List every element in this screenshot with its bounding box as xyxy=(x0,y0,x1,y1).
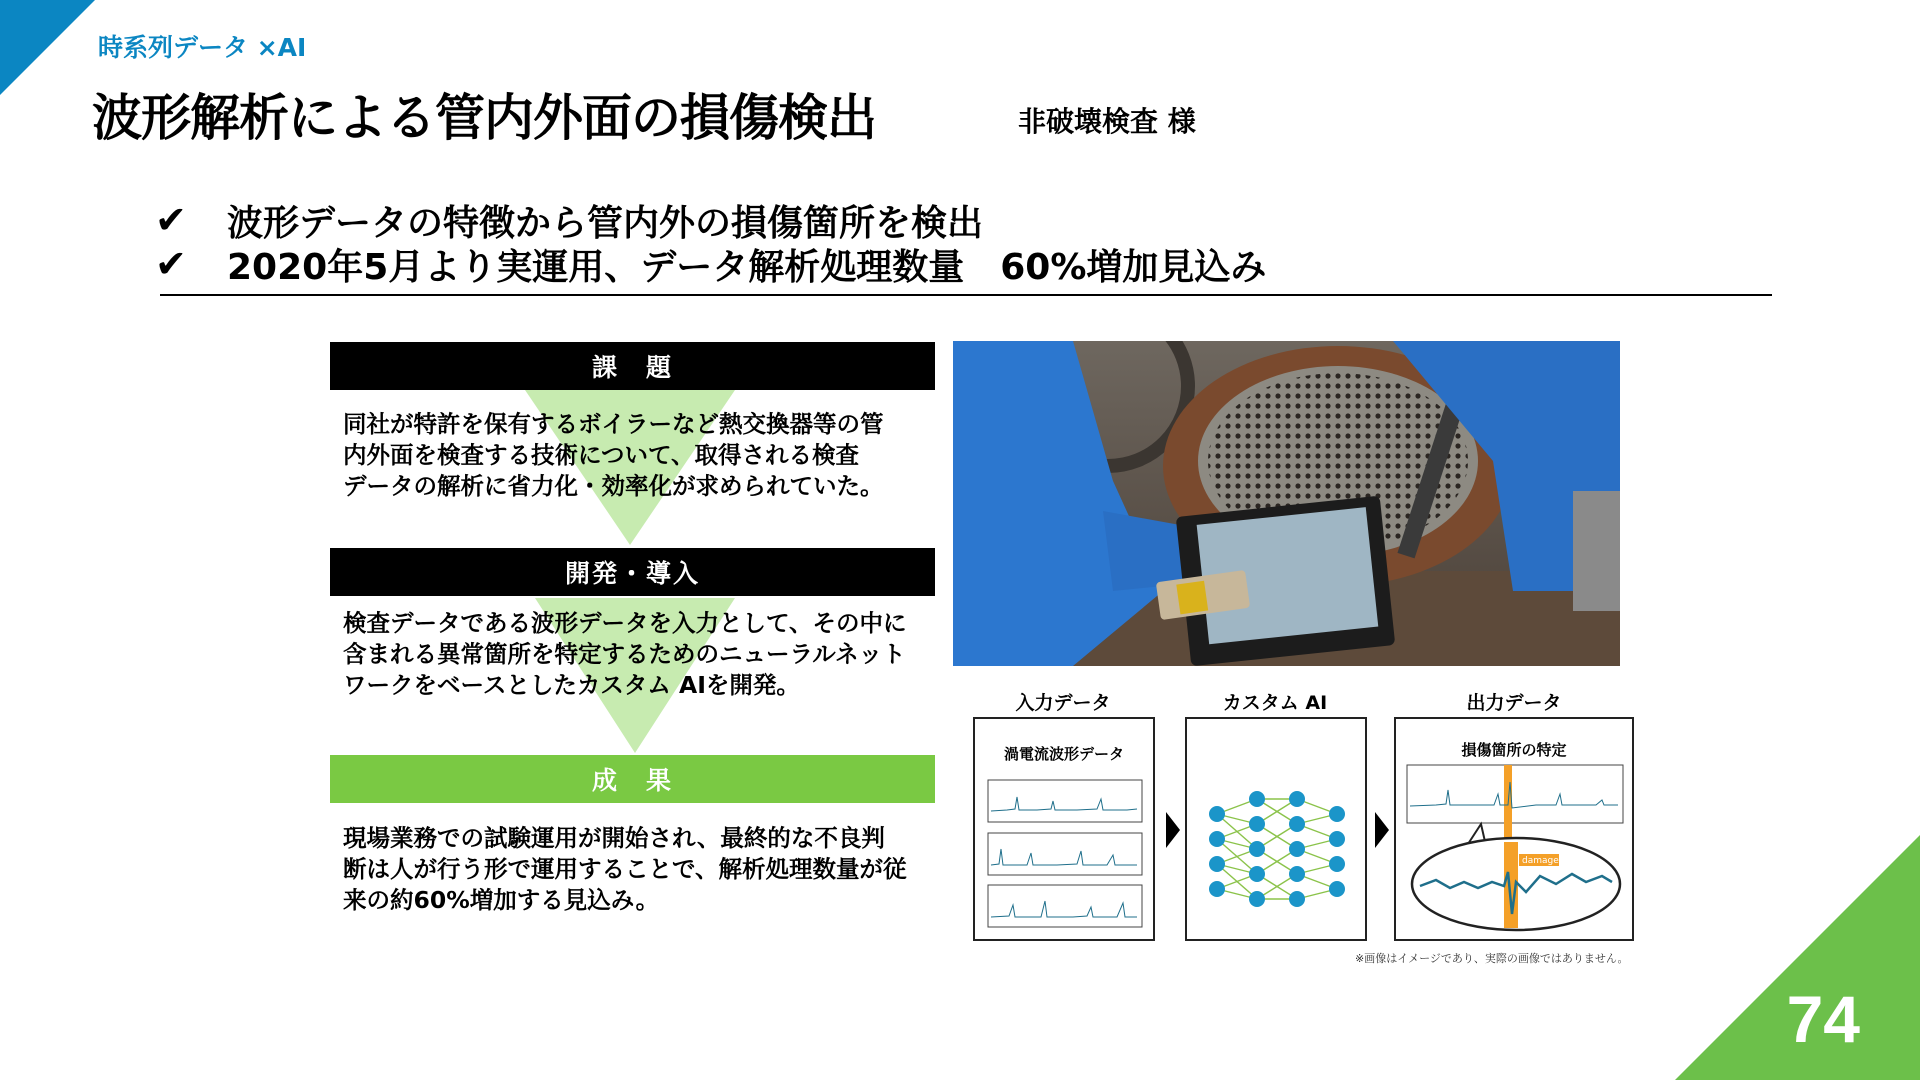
section-text-result xyxy=(343,823,938,916)
section-header-result: 成 果 xyxy=(330,755,935,803)
damage-detection-chart xyxy=(1406,764,1626,939)
corner-decoration-top-left xyxy=(0,0,95,95)
custom-ai-panel xyxy=(1185,717,1367,941)
divider xyxy=(160,294,1772,296)
checkmark-icon: ✔ xyxy=(155,242,187,286)
category-label: 時系列データ ×AI xyxy=(98,33,307,62)
text-line: 現場業務での試験運用が開始され、最終的な不良判 xyxy=(343,824,885,852)
text-line: 同社が特許を保有するボイラーなど熱交換器等の管 xyxy=(343,410,884,438)
bullet-item xyxy=(155,198,1266,242)
text-line: 断は人が行う形で運用することで、解析処理数量が従 xyxy=(343,855,907,883)
text-line: 来の約60%増加する見込み。 xyxy=(343,886,660,914)
summary-bullets xyxy=(155,198,1266,286)
section-header-development: 開発・導入 xyxy=(330,548,935,596)
output-data-panel xyxy=(1394,717,1634,941)
neural-network-icon xyxy=(1207,789,1347,909)
arrow-right-icon xyxy=(1375,812,1389,848)
text-line: データの解析に省力化・効率化が求められていた。 xyxy=(343,472,884,500)
damage-tag: damage xyxy=(1522,856,1559,866)
text-line: 内外面を検査する技術について、取得される検査 xyxy=(343,441,860,469)
section-text-issue xyxy=(343,409,938,502)
section-header-issue: 課 題 xyxy=(330,342,935,390)
custom-ai-label: カスタム AI xyxy=(1222,692,1328,714)
output-data-label: 出力データ xyxy=(1466,692,1562,714)
bullet-text: 2020年5月より実運用、データ解析処理数量 60%増加見込み xyxy=(227,246,1267,288)
bullet-text: 波形データの特徴から管内外の損傷箇所を検出 xyxy=(227,202,984,244)
client-subtitle: 非破壊検査 様 xyxy=(1018,105,1196,138)
image-footnote: ※画像はイメージであり、実際の画像ではありません。 xyxy=(1355,952,1629,965)
checkmark-icon: ✔ xyxy=(155,198,187,242)
section-text-development xyxy=(343,608,938,701)
page-number: 74 xyxy=(1786,982,1860,1056)
waveform-charts xyxy=(987,779,1143,929)
page-title: 波形解析による管内外面の損傷検出 xyxy=(92,89,876,147)
arrow-right-icon xyxy=(1166,812,1180,848)
bullet-item xyxy=(155,242,1266,286)
text-line: ワークをベースとしたカスタム AIを開発。 xyxy=(343,671,800,699)
text-line: 検査データである波形データを入力として、その中に xyxy=(343,609,907,637)
input-panel-caption: 渦電流波形データ xyxy=(1003,745,1124,763)
input-data-panel xyxy=(973,717,1155,941)
output-panel-caption: 損傷箇所の特定 xyxy=(1461,741,1567,759)
inspection-photo xyxy=(953,341,1620,666)
text-line: 含まれる異常箇所を特定するためのニューラルネット xyxy=(343,640,906,668)
input-data-label: 入力データ xyxy=(1015,692,1111,714)
